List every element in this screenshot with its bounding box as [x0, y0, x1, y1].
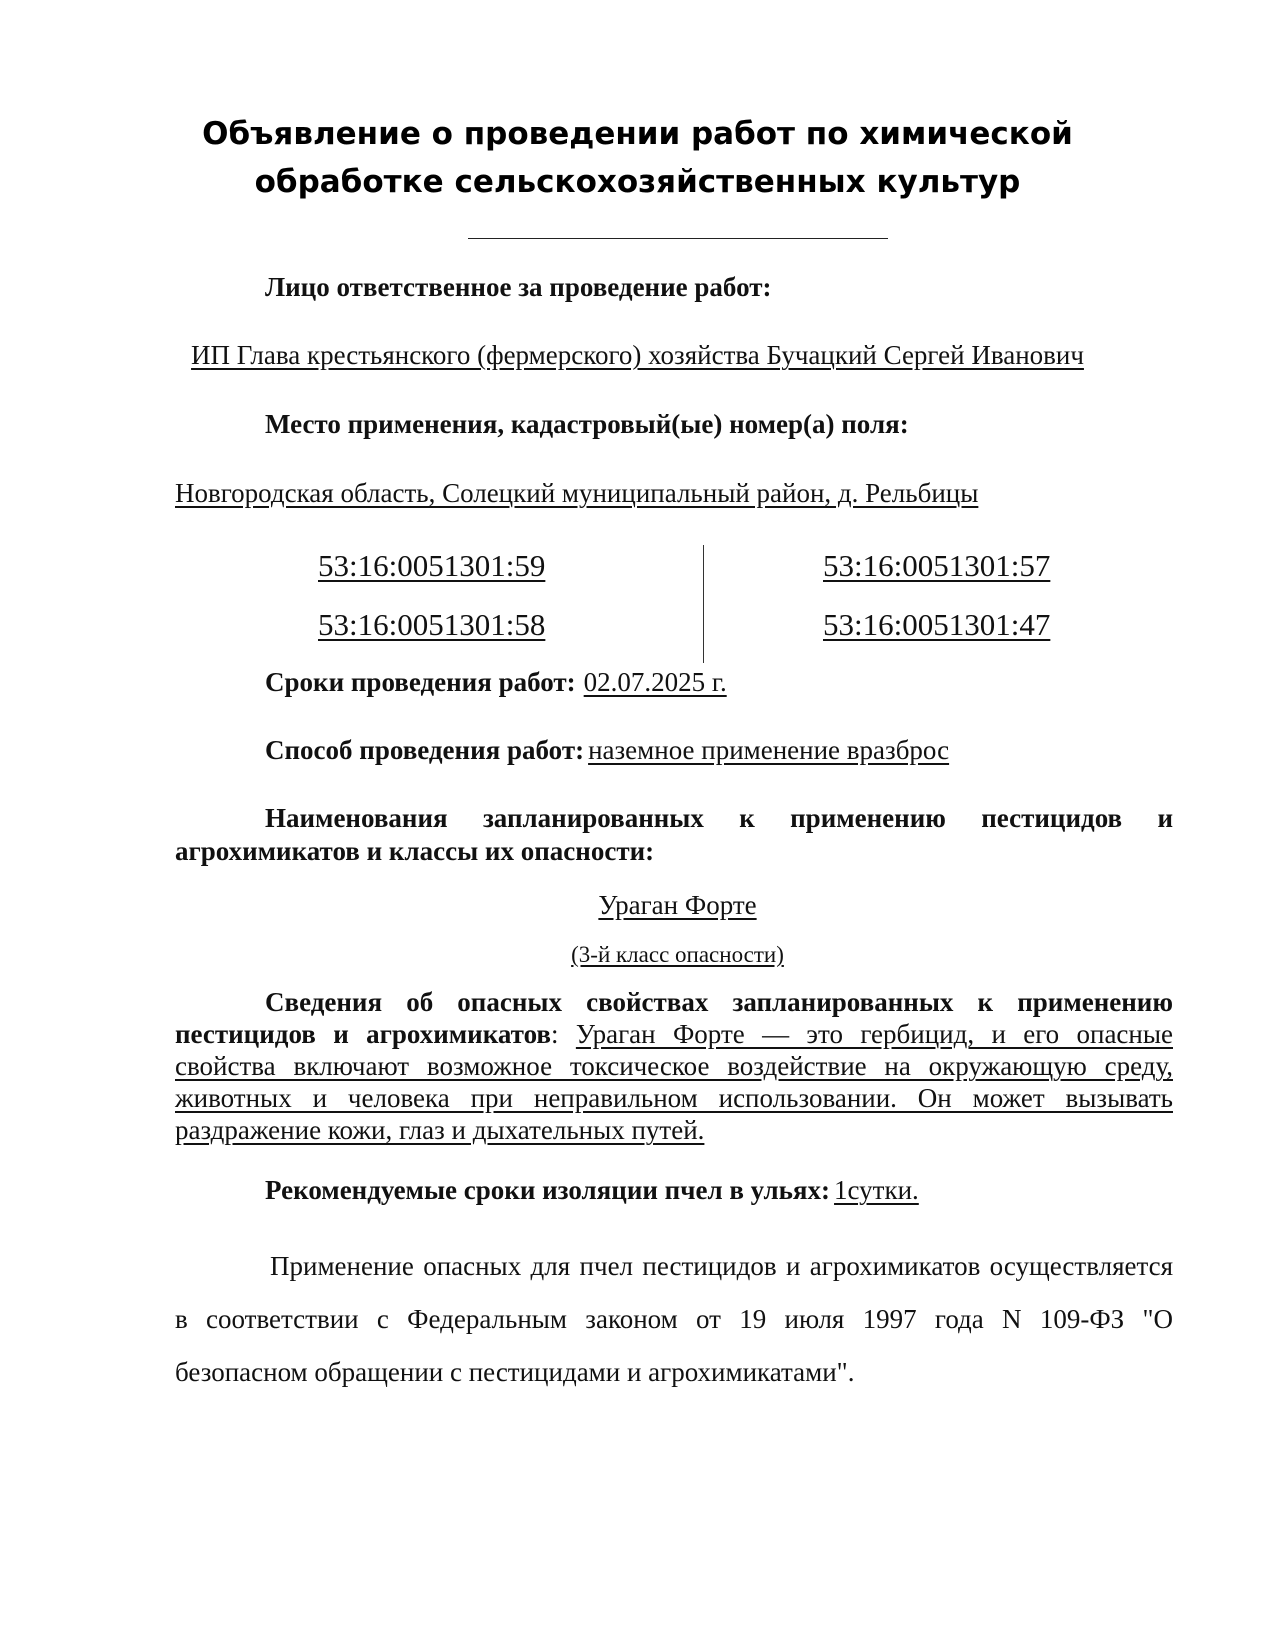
place-section	[265, 407, 1275, 446]
dates-label: Сроки проведения работ:	[265, 667, 576, 697]
method-label: Способ проведения работ:	[265, 735, 585, 765]
cadastral-number: 53:16:0051301:58	[318, 607, 546, 642]
law-section	[175, 1240, 1173, 1399]
hazard-section	[175, 986, 1173, 1146]
hazard-label: Сведения об опасных свойствах запланированных к применению пестицидов и агрохимикатов	[175, 987, 1173, 1049]
pesticide-names-label: Наименования запланированных к применению пестицидов и агрохимикатов и классы их опасности:	[175, 803, 1173, 866]
responsible-value: ИП Глава крестьянского (фермерского) хозяйства Бучацкий Сергей Иванович	[191, 340, 1084, 370]
pesticide-hazard-class: (3-й класс опасности)	[571, 942, 784, 967]
bees-row	[265, 1173, 1275, 1212]
pesticide-name-row	[0, 888, 1275, 927]
cadastral-divider	[703, 545, 704, 663]
cadastral-number: 53:16:0051301:59	[318, 548, 546, 583]
responsible-section	[265, 270, 1275, 309]
place-value: Новгородская область, Солецкий муниципальный район, д. Рельбицы	[175, 478, 979, 508]
title-line-2: обработке сельскохозяйственных культур	[254, 164, 1021, 200]
title-divider	[468, 238, 888, 239]
bees-label: Рекомендуемые сроки изоляции пчел в ульях:	[265, 1175, 831, 1205]
pesticide-name: Ураган Форте	[598, 890, 757, 920]
title-line-1: Объявление о проведении работ по химической	[202, 116, 1073, 152]
cadastral-number: 53:16:0051301:47	[823, 607, 1051, 642]
dates-value: 02.07.2025 г.	[583, 667, 727, 697]
bees-value: 1сутки.	[834, 1175, 919, 1205]
place-label: Место применения, кадастровый(ые) номер(а) поля:	[265, 409, 909, 439]
document-title	[150, 110, 1125, 206]
hazard-colon: :	[551, 1019, 559, 1049]
method-value: наземное применение вразброс	[588, 735, 950, 765]
responsible-label: Лицо ответственное за проведение работ:	[265, 272, 772, 302]
responsible-row	[0, 338, 1275, 377]
hazard-text: Ураган Форте — это гербицид, и его опасные свойства включают возможное токсическое воздействие на окружающую среду, животных и человека при неправильном использовании. Он может вызывать раздражение кожи, глаз и дыхательных путей.	[175, 1019, 1173, 1145]
cadastral-number: 53:16:0051301:57	[823, 548, 1051, 583]
law-text: Применение опасных для пчел пестицидов и агрохимикатов осуществляется в соответствии с Федеральным законом от 19 июля 1997 года N 109-ФЗ "О безопасном обращении с пестицидами и агрохимикатами".	[175, 1251, 1173, 1387]
method-row	[265, 733, 1275, 772]
pesticide-names-section	[175, 802, 1173, 868]
dates-row	[265, 665, 1275, 704]
place-row	[175, 476, 1275, 515]
